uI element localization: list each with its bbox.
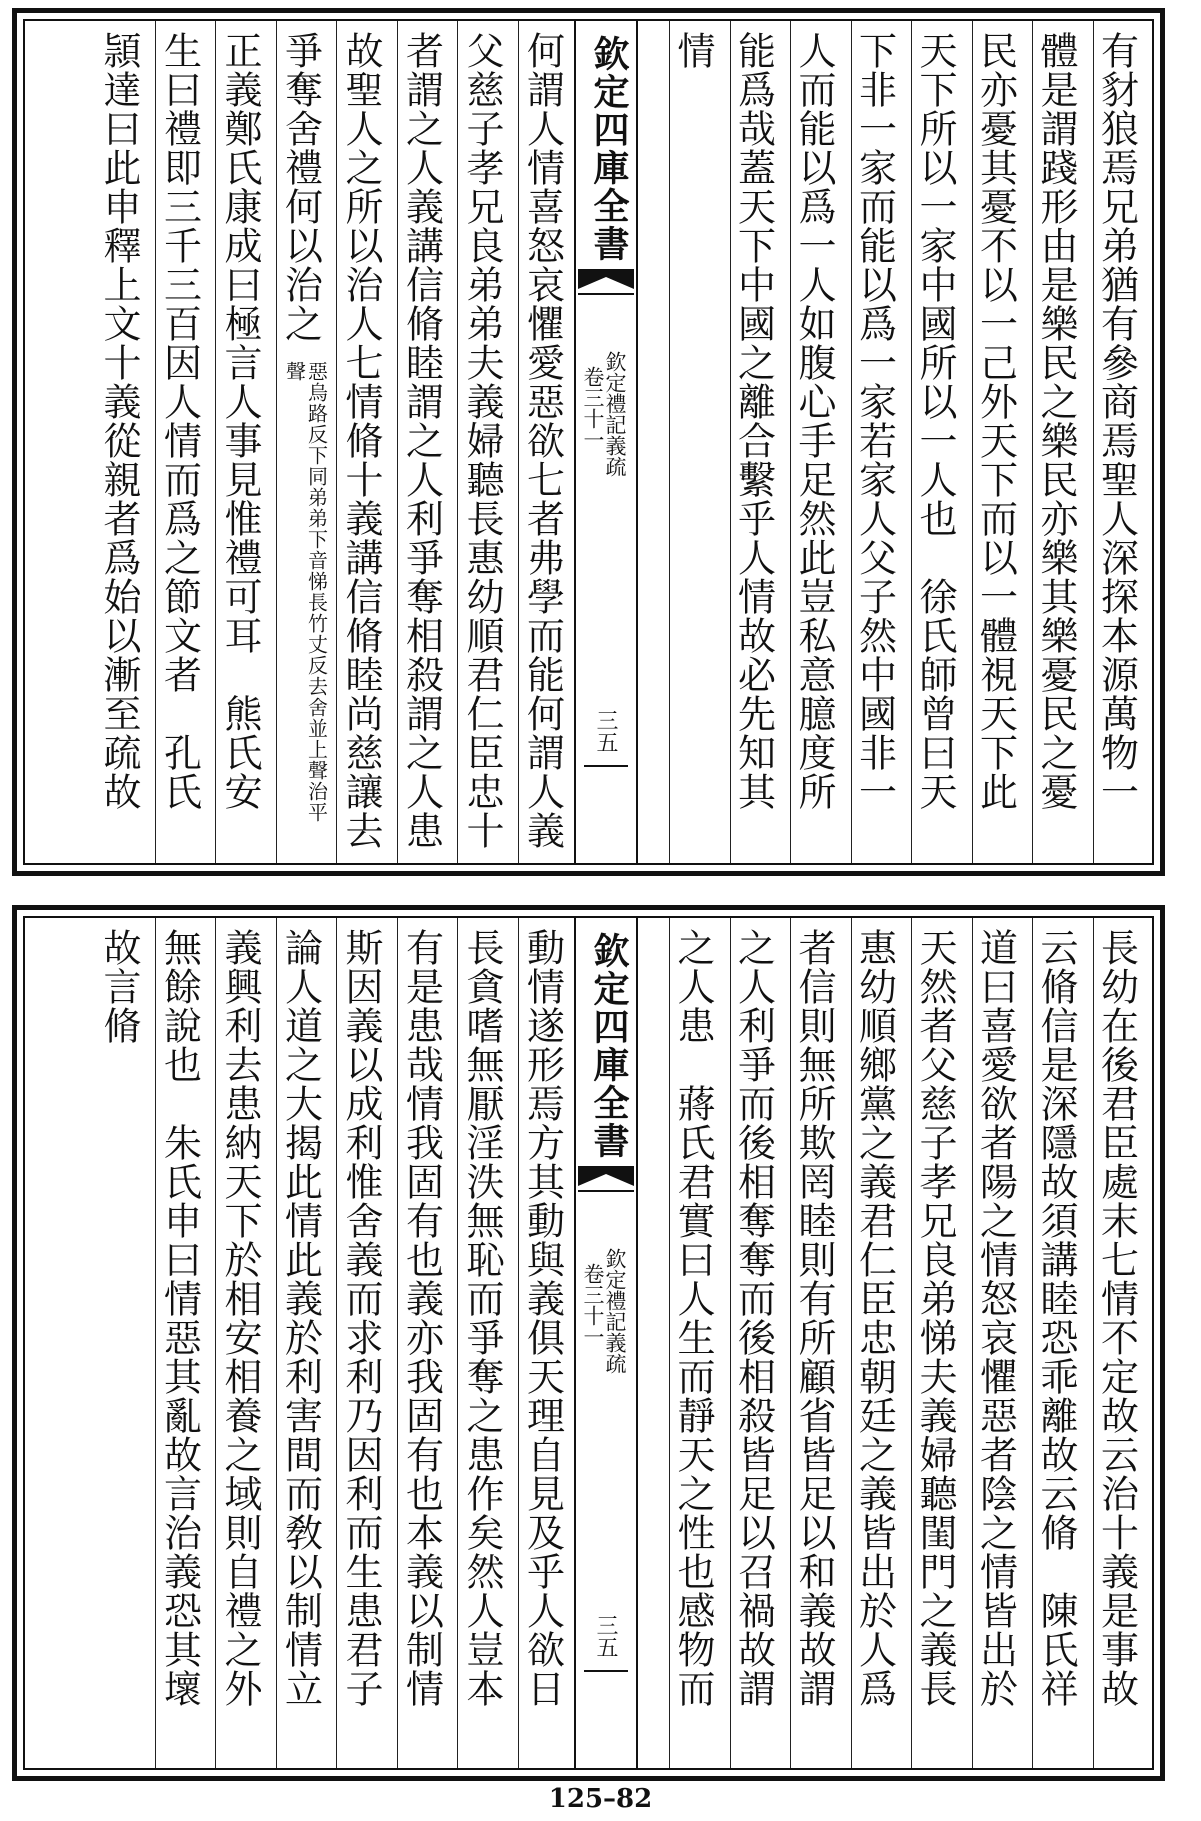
column-rule [911,918,912,1768]
text-column: 生曰禮即三千三百因人情而爲之節文者 孔氏 [157,31,202,811]
column-rule [336,21,337,863]
column-rule [457,918,458,1768]
text-column: 父慈子孝兄良弟弟夫義婦聽長惠幼順君仁臣忠十 [460,31,504,850]
text-column: 長幼在後君臣處末七情不定故云治十義是事故 [1094,928,1139,1708]
center-margin [574,21,638,863]
text-column: 故聖人之所以治人七情脩十義講信脩睦尚慈讓去 [339,31,383,850]
text-column: 者信則無所欺罔睦則有所顧省皆足以和義故謂 [792,928,836,1708]
column-rule [1093,21,1094,863]
column-rule [276,21,277,863]
column-rule [911,21,912,863]
column-rule [972,21,973,863]
column-rule [790,918,791,1768]
column-rule [1032,21,1033,863]
header-book-title: 欽定禮記義疏 [603,1248,627,1374]
header-book-title: 欽定禮記義疏 [603,351,627,477]
text-column: 故言脩 [97,928,141,1045]
fish-tail-mark [578,269,634,289]
text-column: 斯因義以成利惟舍義而求利乃因利而生患君子 [339,928,383,1708]
text-column: 下非一家而能以爲一家若家人父子然中國非一 [852,31,897,811]
header-volume: 卷三十一 [581,1263,605,1347]
bottom-page-frame [23,916,1154,1770]
column-rule [397,918,398,1768]
text-column: 何謂人情喜怒哀懼愛惡欲七者弗學而能何謂人義 [520,31,565,850]
page-number-rule [584,1670,628,1672]
column-rule [155,918,156,1768]
text-column: 正義鄭氏康成曰極言人事見惟禮可耳 熊氏安 [218,31,262,811]
column-rule [851,918,852,1768]
text-column: 長貪嗜無厭淫泆無恥而爭奪之患作矣然人豈本 [460,928,504,1708]
text-column: 云脩信是深隱故須講睦恐乖離故云脩 陳氏祥 [1034,928,1078,1708]
text-column: 人而能以爲一人如腹心手足然此豈私意臆度所 [792,31,836,811]
text-column: 有豺狼焉兄弟猶有參商焉聖人深探本源萬物一 [1094,31,1139,811]
top-page-frame [23,19,1154,865]
fish-tail-line [578,1190,634,1208]
text-column: 之人患 蔣氏君實曰人生而靜天之性也感物而 [671,928,715,1708]
fish-tail-mark [578,1166,634,1186]
header-volume: 卷三十一 [581,366,605,450]
page-number: 三五 [593,1614,618,1658]
page-footer-number: 125–82 [548,1784,653,1814]
column-rule [730,918,731,1768]
column-rule [336,918,337,1768]
text-column: 論人道之大揭此情此義於利害間而敎以制情立 [278,928,323,1708]
bottom-page [12,905,1165,1781]
text-column: 無餘說也 朱氏申曰情惡其亂故言治義恐其壞 [157,928,202,1708]
column-rule [215,21,216,863]
column-rule [397,21,398,863]
text-column: 者謂之人義講信脩睦謂之人利爭奪相殺謂之人患 [399,31,444,850]
column-rule [518,918,519,1768]
column-rule [155,21,156,863]
column-rule [730,21,731,863]
text-column: 頴達曰此申釋上文十義從親者爲始以漸至疏故 [97,31,141,811]
column-rule [276,918,277,1768]
text-column: 民亦憂其憂不以一己外天下而以一體視天下此 [973,31,1018,811]
column-rule [972,918,973,1768]
text-column: 動情遂形焉方其動與義俱天理自見及乎人欲日 [520,928,565,1708]
column-rule [1032,918,1033,1768]
text-column: 天下所以一家中國所以一人也 徐氏師曾曰天 [913,31,957,811]
header-title: 欽定四庫全書 [588,932,630,1160]
fish-tail-line [578,293,634,311]
text-column: 情 [671,31,715,70]
text-column: 體是謂踐形由是樂民之樂民亦樂其樂憂民之憂 [1034,31,1078,811]
annotation-note: 惡烏路反下同弟弟下音悌長竹丈反去舍並上聲治平聲 [282,361,329,823]
text-column: 之人利爭而後相奪奪而後相殺皆足以召禍故謂 [731,928,776,1708]
header-title: 欽定四庫全書 [588,35,630,263]
column-rule [457,21,458,863]
center-margin [574,918,638,1768]
text-column: 能爲哉蓋天下中國之離合繫乎人情故必先知其 [731,31,776,811]
page-number-rule [584,765,628,767]
top-page [12,8,1165,876]
text-column: 有是患哉情我固有也義亦我固有也本義以制情 [399,928,444,1708]
text-column: 天然者父慈子孝兄良弟悌夫義婦聽閨門之義長 [913,928,957,1708]
column-rule [669,918,670,1768]
column-rule [851,21,852,863]
text-column: 義興利去患納天下於相安相養之域則自禮之外 [218,928,262,1708]
column-rule [790,21,791,863]
text-column: 惠幼順鄉黨之義君仁臣忠朝廷之義皆出於人爲 [852,928,897,1708]
column-rule [215,918,216,1768]
text-column: 道曰喜愛欲者陽之情怒哀懼惡者陰之情皆出於 [973,928,1018,1708]
text-column: 爭奪舍禮何以治之 [278,31,323,343]
page-number: 三五 [593,709,618,753]
column-rule [669,21,670,863]
column-rule [518,21,519,863]
column-rule [1093,918,1094,1768]
